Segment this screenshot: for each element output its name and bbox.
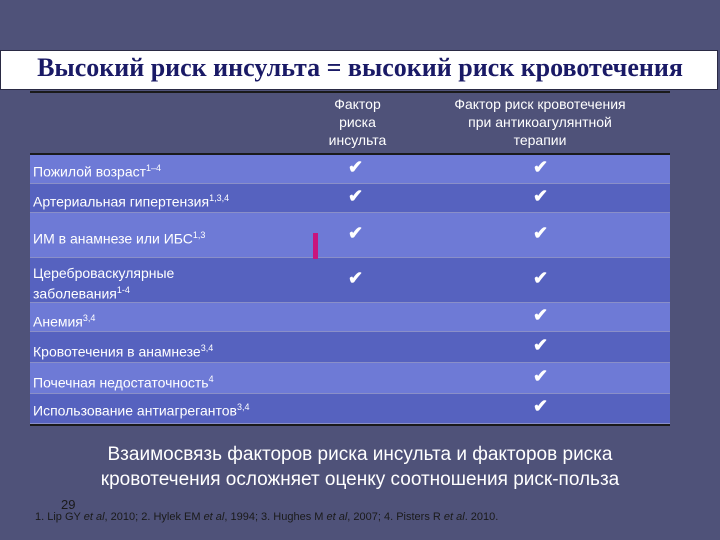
reference-superscript: 4 bbox=[208, 374, 214, 384]
row-label: Использование антиагрегантов$^{3,4}$ bbox=[33, 402, 250, 419]
column-header-stroke-risk: Фактор риска инсульта bbox=[328, 96, 387, 148]
reference-segment: . 2010. bbox=[464, 511, 499, 523]
reference-segment: et al bbox=[83, 511, 105, 523]
table-bottom-rule bbox=[30, 424, 670, 426]
column-header-bleeding-risk: Фактор риск кровотечения при антикоагулянтной терапии bbox=[454, 96, 626, 148]
row-label: Пожилой возраст$^{1-4}$ bbox=[33, 163, 162, 180]
stroke-risk-check-icon: ✔ bbox=[348, 223, 364, 243]
bleeding-risk-check-icon: ✔ bbox=[533, 268, 549, 288]
accent-marker bbox=[313, 233, 318, 259]
reference-segment: , 2007; 4. Pisters R bbox=[347, 511, 444, 523]
reference-superscript: 1,3,4 bbox=[209, 193, 230, 203]
reference-segment: , 2010; 2. Hylek EM bbox=[104, 511, 204, 523]
summary-text: Взаимосвязь факторов риска инсульта и факторов риска кровотечения осложняет оценку соотношения риск-польза bbox=[100, 444, 620, 490]
row-label: Кровотечения в анамнезе$^{3,4}$ bbox=[33, 343, 214, 360]
reference-segment: et al bbox=[203, 511, 225, 523]
bleeding-risk-check-icon: ✔ bbox=[533, 335, 549, 355]
reference-superscript: 3,4 bbox=[236, 402, 250, 412]
slide-title: Высокий риск инсульта = высокий риск кровотечения bbox=[37, 53, 683, 82]
reference-superscript: 3,4 bbox=[200, 343, 214, 353]
reference-segment: et al bbox=[326, 511, 348, 523]
row-label: ИМ в анамнезе или ИБС$^{1,3}$ bbox=[33, 230, 206, 247]
reference-segment: et al bbox=[443, 511, 465, 523]
table-row bbox=[30, 184, 670, 213]
row-label: Артериальная гипертензия$^{1,3,4}$ bbox=[33, 193, 230, 210]
title-banner bbox=[0, 50, 718, 90]
reference-segment: , 1994; 3. Hughes M bbox=[224, 511, 327, 523]
bleeding-risk-check-icon: ✔ bbox=[533, 396, 549, 416]
page-number: 29 bbox=[61, 497, 76, 512]
row-label: Почечная недостаточность$^4$ bbox=[33, 374, 214, 391]
references bbox=[35, 511, 498, 523]
bleeding-risk-check-icon: ✔ bbox=[533, 366, 549, 386]
bleeding-risk-check-icon: ✔ bbox=[533, 186, 549, 206]
row-label: Цереброваскулярные заболевания$^{1-4}$ bbox=[33, 265, 175, 302]
bleeding-risk-check-icon: ✔ bbox=[533, 305, 549, 325]
bleeding-risk-check-icon: ✔ bbox=[533, 223, 549, 243]
reference-superscript: 1,3 bbox=[192, 230, 206, 240]
stroke-risk-check-icon: ✔ bbox=[348, 268, 364, 288]
row-label: Анемия$^{3,4}$ bbox=[33, 313, 96, 330]
table-row bbox=[30, 213, 670, 258]
table-row bbox=[30, 363, 670, 394]
reference-superscript: 1–4 bbox=[146, 163, 162, 173]
reference-superscript: 1-4 bbox=[116, 285, 130, 295]
table-top-rule bbox=[30, 91, 670, 93]
stroke-risk-check-icon: ✔ bbox=[348, 157, 364, 177]
reference-segment: 1. Lip GY bbox=[35, 511, 84, 523]
table-row bbox=[30, 258, 670, 303]
table-row bbox=[30, 155, 670, 184]
table-row bbox=[30, 332, 670, 363]
bleeding-risk-check-icon: ✔ bbox=[533, 157, 549, 177]
stroke-risk-check-icon: ✔ bbox=[348, 186, 364, 206]
table-row bbox=[30, 303, 670, 332]
reference-superscript: 3,4 bbox=[82, 313, 96, 323]
table-row bbox=[30, 394, 670, 424]
